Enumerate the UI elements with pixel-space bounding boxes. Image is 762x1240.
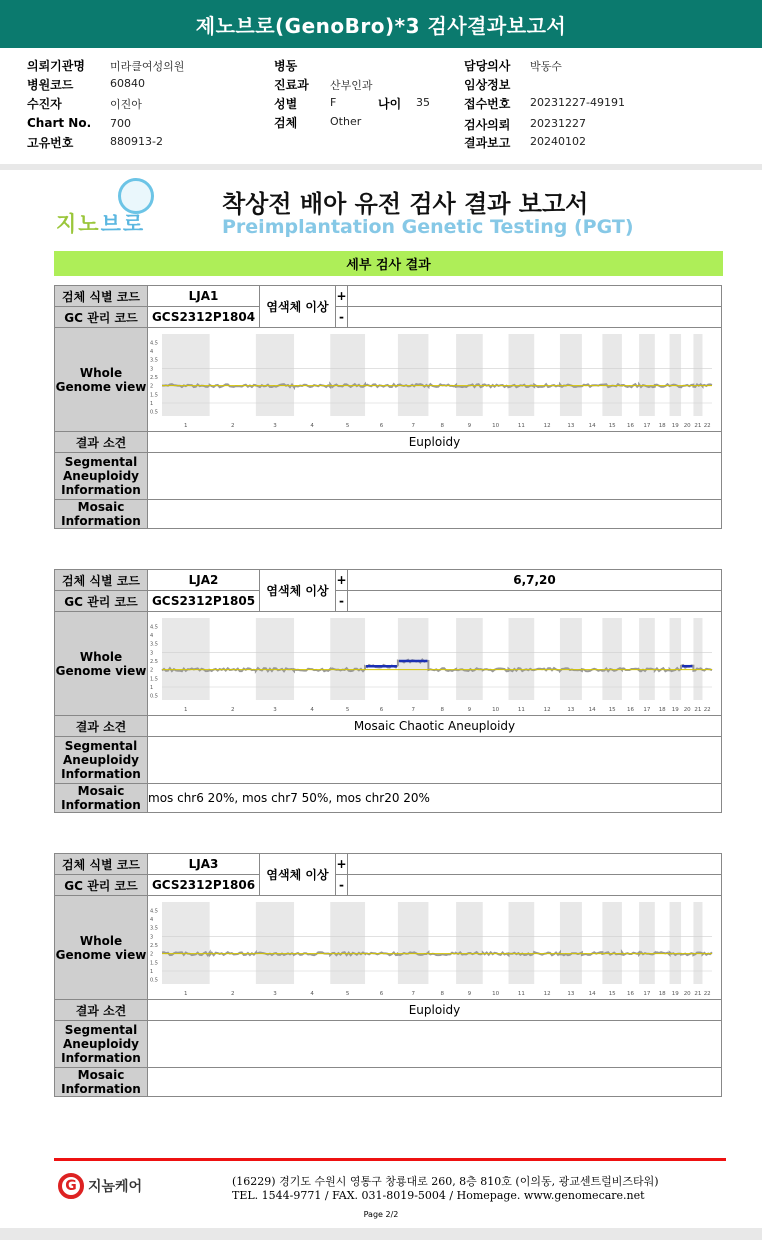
mosaic-label: Mosaic Information <box>55 500 148 529</box>
chromosome-band <box>602 902 622 984</box>
x-tick-label: 20 <box>683 707 691 713</box>
plus-value <box>348 286 722 307</box>
chromosome-band <box>508 902 534 984</box>
x-tick-label: 4 <box>310 423 314 429</box>
chromosome-band <box>560 334 582 416</box>
x-tick-label: 1 <box>184 991 188 997</box>
chromosome-band <box>639 618 655 700</box>
chromosome-band <box>330 902 365 984</box>
y-tick-label: 1 <box>150 969 154 975</box>
minus-sign: - <box>336 307 348 328</box>
chromosome-band <box>508 334 534 416</box>
hospital-code-label: 병원코드 <box>27 78 74 92</box>
chromosome-band <box>602 618 622 700</box>
x-tick-label: 5 <box>345 707 350 713</box>
mosaic-value: mos chr6 20%, mos chr7 50%, mos chr20 20% <box>148 784 722 813</box>
chromosome-band <box>162 618 210 700</box>
y-tick-label: 2 <box>150 667 154 674</box>
plus-sign: + <box>336 854 348 875</box>
whole-genome-plot <box>148 328 721 431</box>
page-number: Page 2/2 <box>363 1210 399 1219</box>
x-tick-label: 12 <box>543 423 551 429</box>
whole-genome-label: Whole Genome view <box>55 328 148 432</box>
mosaic-label: Mosaic Information <box>55 784 148 813</box>
sample-result-block <box>54 285 722 529</box>
chromosome-band <box>639 902 655 984</box>
x-tick-label: 19 <box>671 991 679 997</box>
chromosome-band <box>330 618 365 700</box>
result-label: 결과 소견 <box>55 716 148 737</box>
x-tick-label: 5 <box>345 423 350 429</box>
genome-plot-svg <box>148 328 714 431</box>
x-tick-label: 12 <box>543 707 551 713</box>
report-value: 20240102 <box>530 135 586 148</box>
chromosome-band <box>670 902 681 984</box>
minus-value <box>348 307 722 328</box>
genomecare-logo <box>58 1173 142 1199</box>
hospital-code-value: 60840 <box>110 77 145 90</box>
x-tick-label: 22 <box>703 707 711 713</box>
whole-genome-plot <box>148 612 721 715</box>
y-tick-label: 4 <box>150 917 154 923</box>
whole-genome-plot-cell <box>148 896 722 1000</box>
chromosome-band <box>398 618 429 700</box>
chromosome-band <box>398 334 429 416</box>
chromosome-band <box>508 618 534 700</box>
sex-value: F <box>330 96 337 109</box>
plus-sign: + <box>336 570 348 591</box>
y-tick-label: 3 <box>150 650 154 657</box>
y-tick-label: 3 <box>150 366 154 373</box>
gc-code-value: GCS2312P1804 <box>148 307 260 328</box>
x-tick-label: 3 <box>273 991 277 997</box>
segmental-label: Segmental Aneuploidy Information <box>55 1021 148 1068</box>
doctor-value: 박동수 <box>530 60 562 73</box>
segmental-label: Segmental Aneuploidy Information <box>55 453 148 500</box>
genomecare-logo-text: 지놈케어 <box>88 1179 143 1195</box>
result-value: Mosaic Chaotic Aneuploidy <box>148 716 722 737</box>
doctor-label: 담당의사 <box>464 59 511 73</box>
x-tick-label: 13 <box>567 991 575 997</box>
gc-code-value: GCS2312P1806 <box>148 875 260 896</box>
report-page <box>0 170 762 1228</box>
segmental-value <box>148 1021 722 1068</box>
institution-value: 미라클여성의원 <box>110 60 185 73</box>
sample-result-block <box>54 569 722 813</box>
x-tick-label: 18 <box>658 423 666 429</box>
x-tick-label: 11 <box>517 707 525 713</box>
x-tick-label: 20 <box>683 991 691 997</box>
specimen-label: 검체 <box>274 116 298 130</box>
genobro-logo <box>56 174 186 240</box>
chromosome-band <box>456 618 483 700</box>
y-tick-label: 3.5 <box>150 925 158 932</box>
unique-label: 고유번호 <box>27 136 74 150</box>
x-tick-label: 11 <box>517 423 525 429</box>
chromosome-band <box>456 902 483 984</box>
x-tick-label: 19 <box>671 423 679 429</box>
whole-genome-plot <box>148 896 721 999</box>
x-tick-label: 8 <box>440 707 444 713</box>
x-tick-label: 8 <box>440 423 444 429</box>
result-value: Euploidy <box>148 1000 722 1021</box>
whole-genome-plot-cell <box>148 328 722 432</box>
x-tick-label: 4 <box>310 707 314 713</box>
chromosome-band <box>560 618 582 700</box>
x-tick-label: 16 <box>627 423 634 429</box>
sample-id-label: 검체 식별 코드 <box>55 286 148 307</box>
whole-genome-label: Whole Genome view <box>55 612 148 716</box>
y-tick-label: 1.5 <box>150 676 158 683</box>
gc-code-label: GC 관리 코드 <box>55 591 148 612</box>
chromosome-band <box>162 902 210 984</box>
sample-id-value: LJA3 <box>148 854 260 875</box>
y-tick-label: 2.5 <box>150 659 158 665</box>
x-tick-label: 12 <box>543 991 551 997</box>
y-tick-label: 4.5 <box>150 340 158 347</box>
x-tick-label: 21 <box>694 423 702 429</box>
chromosome-band <box>256 334 294 416</box>
x-tick-label: 15 <box>608 991 616 997</box>
chromosome-band <box>330 334 365 416</box>
x-tick-label: 21 <box>694 707 702 713</box>
chromosome-band <box>670 618 681 700</box>
minus-value <box>348 591 722 612</box>
x-tick-label: 14 <box>588 991 596 997</box>
segmental-label: Segmental Aneuploidy Information <box>55 737 148 784</box>
y-tick-label: 3 <box>150 934 154 941</box>
chromosome-band <box>256 902 294 984</box>
sample-table <box>54 285 722 529</box>
age-label: 나이 <box>378 97 402 111</box>
x-tick-label: 3 <box>273 707 277 713</box>
genome-plot-svg <box>148 896 714 999</box>
unique-value: 880913-2 <box>110 135 163 148</box>
dept-value: 산부인과 <box>330 79 373 92</box>
result-value: Euploidy <box>148 432 722 453</box>
x-tick-label: 22 <box>703 423 711 429</box>
y-tick-label: 4 <box>150 633 154 639</box>
abnormality-label: 염색체 이상 <box>260 570 336 612</box>
x-tick-label: 5 <box>345 991 350 997</box>
x-tick-label: 13 <box>567 423 575 429</box>
chromosome-band <box>456 334 483 416</box>
y-tick-label: 3.5 <box>150 641 158 648</box>
footer-contact: TEL. 1544-9771 / FAX. 031-8019-5004 / Homepage. www.genomecare.net <box>232 1189 645 1202</box>
gc-code-value: GCS2312P1805 <box>148 591 260 612</box>
whole-genome-label: Whole Genome view <box>55 896 148 1000</box>
clinical-label: 임상정보 <box>464 78 511 92</box>
receipt-label: 접수번호 <box>464 97 511 111</box>
y-tick-label: 0.5 <box>150 693 158 700</box>
minus-value <box>348 875 722 896</box>
segmental-value <box>148 737 722 784</box>
chromosome-band <box>602 334 622 416</box>
request-value: 20231227 <box>530 117 586 130</box>
x-tick-label: 20 <box>683 423 691 429</box>
sample-table <box>54 569 722 813</box>
sex-label: 성별 <box>274 97 298 111</box>
age-value: 35 <box>416 96 430 109</box>
mosaic-value <box>148 1068 722 1097</box>
report-label: 결과보고 <box>464 136 511 150</box>
y-tick-label: 1 <box>150 685 154 691</box>
x-tick-label: 2 <box>231 707 235 713</box>
plus-value <box>348 854 722 875</box>
y-tick-label: 1.5 <box>150 960 158 967</box>
x-tick-label: 21 <box>694 991 702 997</box>
chart-value: 700 <box>110 117 131 130</box>
x-tick-label: 10 <box>492 991 500 997</box>
x-tick-label: 18 <box>658 707 666 713</box>
x-tick-label: 8 <box>440 991 444 997</box>
sample-table <box>54 853 722 1097</box>
x-tick-label: 9 <box>467 991 472 997</box>
y-tick-label: 2.5 <box>150 375 158 381</box>
footer-address-block <box>232 1175 659 1203</box>
result-label: 결과 소견 <box>55 432 148 453</box>
x-tick-label: 10 <box>492 707 500 713</box>
x-tick-label: 10 <box>492 423 500 429</box>
y-tick-label: 2.5 <box>150 943 158 949</box>
patient-info-panel <box>0 48 762 164</box>
chromosome-band <box>256 618 294 700</box>
abnormality-label: 염색체 이상 <box>260 286 336 328</box>
genome-plot-svg <box>148 612 714 715</box>
x-tick-label: 19 <box>671 707 679 713</box>
chromosome-band <box>693 902 702 984</box>
chromosome-band <box>693 334 702 416</box>
x-tick-label: 3 <box>273 423 277 429</box>
x-tick-label: 18 <box>658 991 666 997</box>
x-tick-label: 13 <box>567 707 575 713</box>
x-tick-label: 16 <box>627 991 634 997</box>
sample-id-label: 검체 식별 코드 <box>55 854 148 875</box>
patient-label: 수진자 <box>27 97 62 111</box>
x-tick-label: 14 <box>588 423 596 429</box>
report-header-title: 제노브로(GenoBro)*3 검사결과보고서 <box>0 0 762 48</box>
x-tick-label: 7 <box>411 707 415 713</box>
genomecare-g-icon: G <box>58 1173 84 1199</box>
chromosome-band <box>560 902 582 984</box>
result-label: 결과 소견 <box>55 1000 148 1021</box>
mosaic-value <box>148 500 722 529</box>
logo-text: 지노브로 <box>56 212 146 236</box>
minus-sign: - <box>336 875 348 896</box>
x-tick-label: 1 <box>184 707 188 713</box>
mosaic-label: Mosaic Information <box>55 1068 148 1097</box>
ward-label: 병동 <box>274 59 298 73</box>
y-tick-label: 2 <box>150 951 154 958</box>
x-tick-label: 6 <box>379 991 384 997</box>
sample-id-value: LJA2 <box>148 570 260 591</box>
sample-id-label: 검체 식별 코드 <box>55 570 148 591</box>
x-tick-label: 17 <box>643 423 651 429</box>
section-title: 세부 검사 결과 <box>54 251 723 276</box>
x-tick-label: 17 <box>643 707 651 713</box>
x-tick-label: 9 <box>467 423 472 429</box>
segmental-value <box>148 453 722 500</box>
x-tick-label: 6 <box>379 707 384 713</box>
x-tick-label: 9 <box>467 707 472 713</box>
x-tick-label: 14 <box>588 707 596 713</box>
chromosome-band <box>398 902 429 984</box>
footer-divider <box>54 1158 726 1161</box>
request-label: 검사의뢰 <box>464 118 511 132</box>
y-tick-label: 0.5 <box>150 409 158 416</box>
chromosome-band <box>693 618 702 700</box>
y-tick-label: 3.5 <box>150 357 158 364</box>
y-tick-label: 4.5 <box>150 624 158 631</box>
x-tick-label: 17 <box>643 991 651 997</box>
x-tick-label: 6 <box>379 423 384 429</box>
patient-value: 이진아 <box>110 98 142 111</box>
abnormality-label: 염색체 이상 <box>260 854 336 896</box>
y-tick-label: 4.5 <box>150 908 158 915</box>
minus-sign: - <box>336 591 348 612</box>
institution-label: 의뢰기관명 <box>27 59 85 73</box>
x-tick-label: 2 <box>231 991 235 997</box>
y-tick-label: 4 <box>150 349 154 355</box>
x-tick-label: 15 <box>608 707 616 713</box>
x-tick-label: 7 <box>411 423 415 429</box>
x-tick-label: 22 <box>703 991 711 997</box>
sample-result-block <box>54 853 722 1097</box>
chromosome-band <box>639 334 655 416</box>
x-tick-label: 2 <box>231 423 235 429</box>
dept-label: 진료과 <box>274 78 309 92</box>
x-tick-label: 4 <box>310 991 314 997</box>
chromosome-band <box>670 334 681 416</box>
gc-code-label: GC 관리 코드 <box>55 875 148 896</box>
chart-label: Chart No. <box>27 116 92 130</box>
x-tick-label: 16 <box>627 707 634 713</box>
report-title-korean: 착상전 배아 유전 검사 결과 보고서 <box>222 190 589 218</box>
gc-code-label: GC 관리 코드 <box>55 307 148 328</box>
y-tick-label: 1 <box>150 401 154 407</box>
receipt-value: 20231227-49191 <box>530 96 625 109</box>
whole-genome-plot-cell <box>148 612 722 716</box>
x-tick-label: 1 <box>184 423 188 429</box>
y-tick-label: 0.5 <box>150 977 158 984</box>
report-title-english: Preimplantation Genetic Testing (PGT) <box>222 216 634 238</box>
x-tick-label: 7 <box>411 991 415 997</box>
plus-value: 6,7,20 <box>348 570 722 591</box>
x-tick-label: 11 <box>517 991 525 997</box>
specimen-value: Other <box>330 115 362 128</box>
plus-sign: + <box>336 286 348 307</box>
y-tick-label: 2 <box>150 383 154 390</box>
chromosome-band <box>162 334 210 416</box>
x-tick-label: 15 <box>608 423 616 429</box>
sample-id-value: LJA1 <box>148 286 260 307</box>
y-tick-label: 1.5 <box>150 392 158 399</box>
footer-address: (16229) 경기도 수원시 영통구 창룡대로 260, 8층 810호 (이의동, 광교센트럴비즈타워) <box>232 1175 659 1188</box>
